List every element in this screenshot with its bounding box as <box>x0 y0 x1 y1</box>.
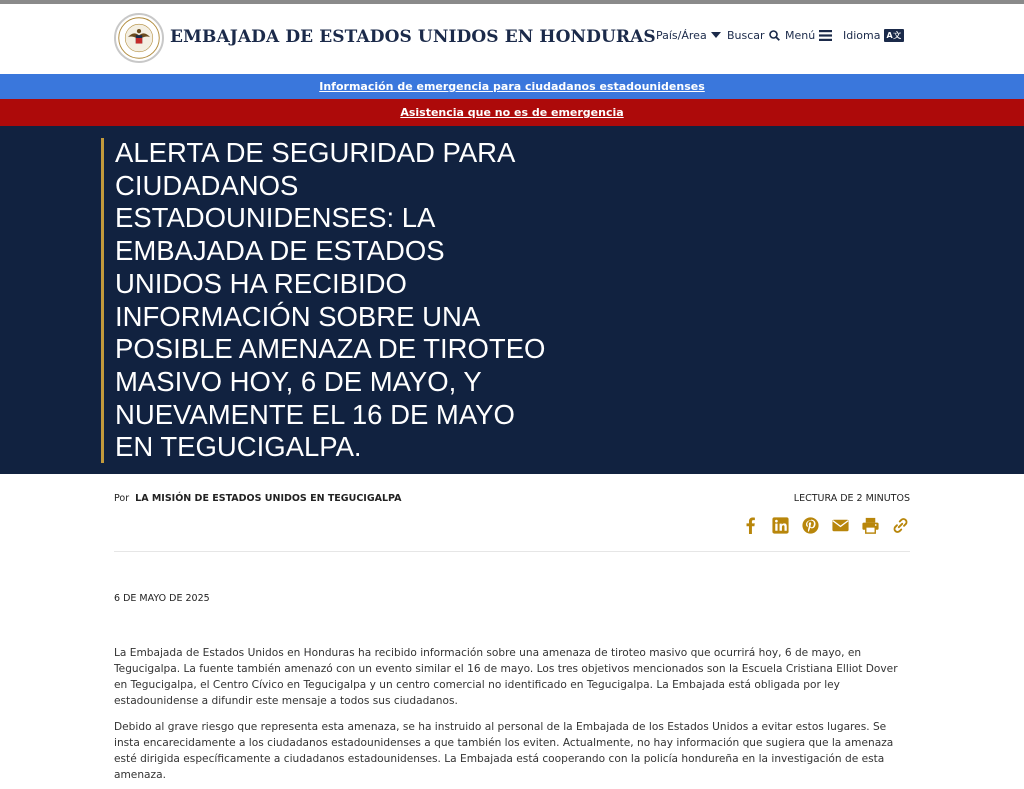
email-icon[interactable] <box>831 516 850 535</box>
hamburger-icon <box>819 30 832 41</box>
language-button[interactable] <box>843 29 904 42</box>
search-label: Buscar <box>727 29 765 42</box>
divider <box>114 551 910 552</box>
country-area-label: País/Área <box>656 29 707 42</box>
language-label: Idioma <box>843 29 881 42</box>
share-toolbar <box>741 516 910 535</box>
byline-prefix: Por <box>114 493 130 504</box>
print-icon[interactable] <box>861 516 880 535</box>
country-area-menu[interactable] <box>656 29 721 42</box>
title-accent-bar <box>101 138 104 463</box>
publish-date: 6 DE MAYO DE 2025 <box>114 593 210 604</box>
menu-button[interactable] <box>785 29 832 42</box>
paragraph: La Embajada de Estados Unidos en Honduras ha recibido información sobre una amenaza de tiroteo masivo que ocurrirá hoy, 6 de mayo, en Tegucigalpa. La fuente también amenazó con un evento similar el 16 de mayo. Los tres objetivos mencionados son la Escuela Cristiana Elliot Dover en Tegucigalpa, el Centro Cívico en Tegucigalpa y un centro comercial no identificado en Tegucigalpa. La Embajada está obligada por ley estadounidense a difundir este mensaje a todos sus ciudadanos. <box>114 647 898 707</box>
non-emergency-banner <box>0 99 1024 126</box>
pinterest-icon[interactable] <box>801 516 820 535</box>
link-icon[interactable] <box>891 516 910 535</box>
menu-label: Menú <box>785 29 816 42</box>
byline <box>114 493 401 504</box>
paragraph: Debido al grave riesgo que representa esta amenaza, se ha instruido al personal de la Embajada de los Estados Unidos a evitar estos lugares. Se insta encarecidamente a los ciudadanos estadounidenses a que también los eviten. Actualmente, no hay información que sugiera que la amenaza esté dirigida específicamente a ciudadanos estadounidenses. La Embajada está cooperando con la policía hondureña en la investigación de esta amenaza. <box>114 721 894 781</box>
facebook-icon[interactable] <box>741 516 760 535</box>
site-title[interactable]: EMBAJADA DE ESTADOS UNIDOS EN HONDURAS <box>170 27 656 47</box>
search-icon <box>769 30 780 41</box>
article-body <box>114 645 914 789</box>
linkedin-icon[interactable] <box>771 516 790 535</box>
site-header <box>0 4 1024 74</box>
article-hero <box>0 126 1024 474</box>
caret-down-icon <box>711 32 721 39</box>
read-time: LECTURA DE 2 MINUTOS <box>793 493 910 504</box>
emergency-info-link[interactable]: Información de emergencia para ciudadanos estadounidenses <box>319 80 705 93</box>
embassy-seal-logo[interactable] <box>114 13 164 63</box>
search-button[interactable] <box>727 29 780 42</box>
translate-icon: A文 <box>886 31 902 40</box>
emergency-info-banner <box>0 74 1024 99</box>
author-name: LA MISIÓN DE ESTADOS UNIDOS EN TEGUCIGALPA <box>135 493 402 504</box>
article-title: ALERTA DE SEGURIDAD PARA CIUDADANOS ESTADOUNIDENSES: LA EMBAJADA DE ESTADOS UNIDOS HA RECIBIDO INFORMACIÓN SOBRE UNA POSIBLE AMENAZA DE TIROTEO MASIVO HOY, 6 DE MAYO, Y NUEVAMENTE EL 16 DE MAYO EN TEGUCIGALPA. <box>115 137 546 463</box>
non-emergency-link[interactable]: Asistencia que no es de emergencia <box>400 106 624 119</box>
